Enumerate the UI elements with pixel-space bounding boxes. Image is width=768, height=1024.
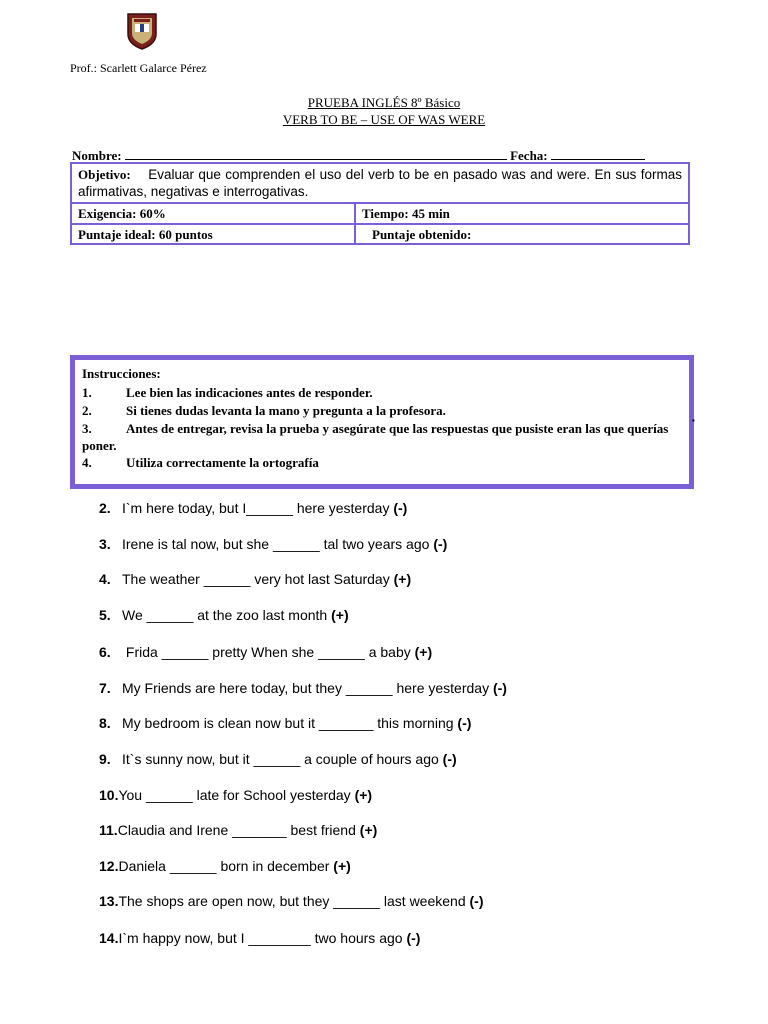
question-item: 5. We ______ at the zoo last month (+) — [99, 607, 349, 623]
table-divider — [72, 202, 688, 204]
question-item: 8. My bedroom is clean now but it _______ this morning (-) — [99, 715, 472, 731]
school-crest-logo — [126, 12, 158, 50]
exigencia-cell: Exigencia: 60% — [78, 206, 166, 221]
date-label: Fecha: — [510, 148, 548, 163]
instruction-item: 4. Utiliza correctamente la ortografía — [82, 455, 319, 470]
objective-text: Evaluar que comprenden el uso del verb to be en pasado was and were. En sus formas afirmativas, negativas e interrogativas. — [78, 167, 682, 199]
question-item: 3. Irene is tal now, but she ______ tal two years ago (-) — [99, 536, 448, 552]
instruction-item: 2. Si tienes dudas levanta la mano y pregunta a la profesora. — [82, 403, 446, 418]
instructions-box — [70, 355, 694, 489]
date-field[interactable] — [551, 147, 645, 160]
objective-cell — [78, 166, 682, 200]
table-divider — [72, 223, 688, 225]
test-title: PRUEBA INGLÉS 8º Básico — [307, 95, 461, 110]
question-item: 10.You ______ late for School yesterday (+) — [99, 787, 373, 803]
info-table — [70, 162, 690, 245]
name-label: Nombre: — [72, 148, 122, 163]
instruction-item: 3. Antes de entregar, revisa la prueba y asegúrate que las respuestas que pusiste eran las que querías poner. — [82, 421, 669, 453]
instructions-title: Instrucciones: — [82, 366, 161, 381]
question-item: 4. The weather ______ very hot last Saturday (+) — [99, 571, 412, 587]
objective-label: Objetivo: — [78, 167, 131, 182]
question-item: 12.Daniela ______ born in december (+) — [99, 858, 351, 874]
question-item: 7. My Friends are here today, but they ______ here yesterday (-) — [99, 680, 507, 696]
name-field[interactable] — [125, 147, 507, 160]
question-item: 6. Frida ______ pretty When she ______ a baby (+) — [99, 644, 433, 660]
teacher-name: Prof.: Scarlett Galarce Pérez — [70, 61, 207, 75]
instruction-item: 1. Lee bien las indicaciones antes de responder. — [82, 385, 373, 400]
puntaje-obtenido-cell: Puntaje obtenido: — [372, 227, 472, 242]
puntaje-ideal-cell: Puntaje ideal: 60 puntos — [78, 227, 213, 242]
question-item: 14.I`m happy now, but I ________ two hours ago (-) — [99, 930, 421, 946]
table-divider — [354, 202, 356, 245]
question-item: 2. I`m here today, but I______ here yesterday (-) — [99, 500, 408, 516]
test-subtitle: VERB TO BE – USE OF WAS WERE — [282, 112, 486, 127]
question-item: 11.Claudia and Irene _______ best friend (+) — [99, 822, 378, 838]
question-item: 9. It`s sunny now, but it ______ a couple of hours ago (-) — [99, 751, 457, 767]
tiempo-cell: Tiempo: 45 min — [362, 206, 450, 221]
stray-mark: ▪ — [692, 416, 695, 425]
question-item: 13.The shops are open now, but they ______ last weekend (-) — [99, 893, 484, 909]
